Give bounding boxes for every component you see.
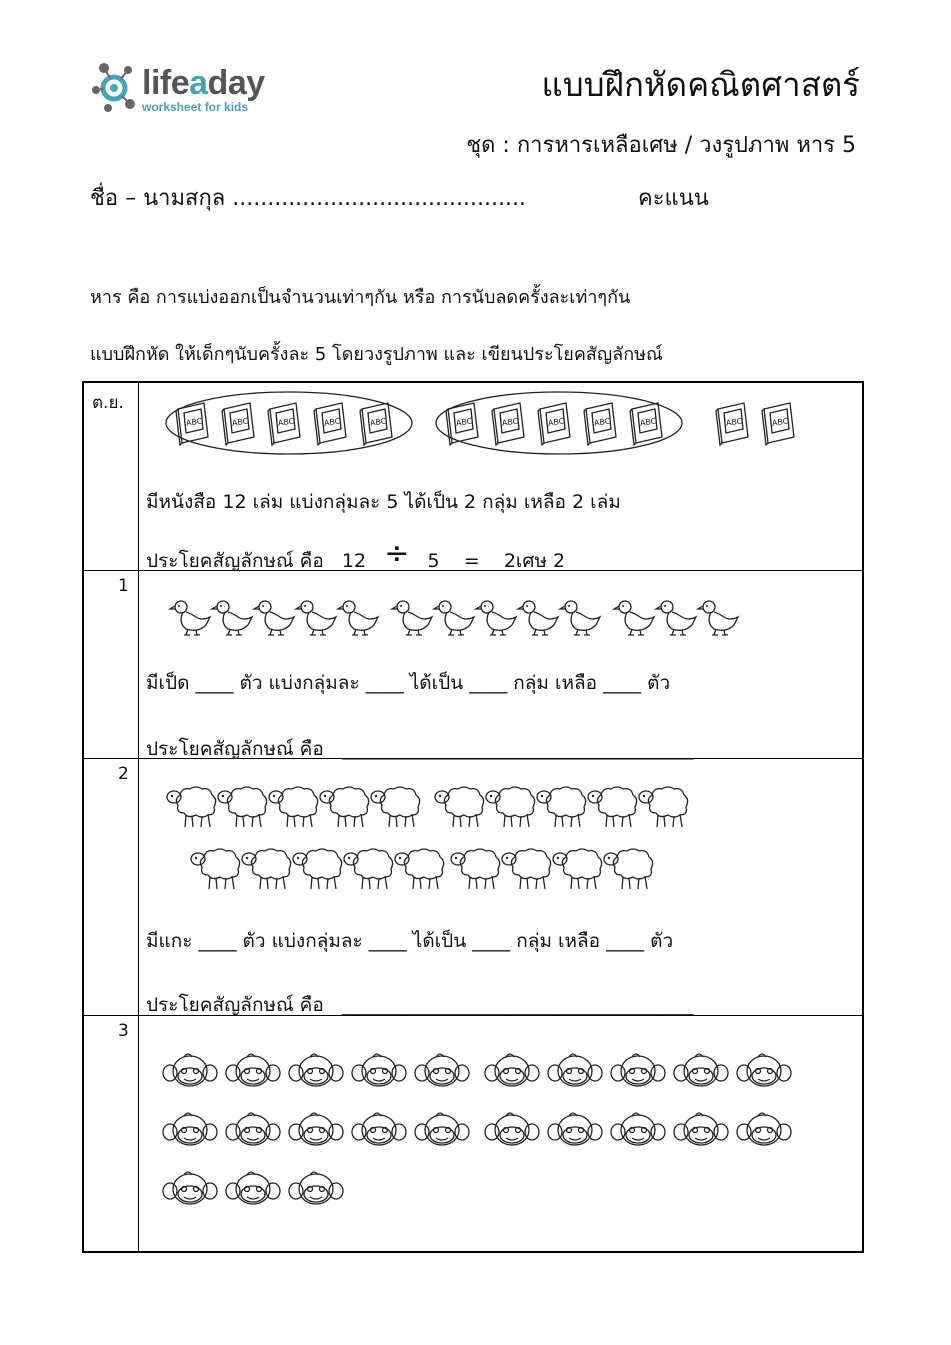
monkey-icon — [289, 1172, 343, 1204]
equation-label: ประโยคสัญลักษณ์ คือ — [146, 550, 324, 572]
sheep-icon — [269, 787, 318, 827]
sheep-icon — [242, 849, 291, 889]
monkey-icon — [163, 1113, 217, 1145]
svg-text:ABC: ABC — [231, 416, 249, 428]
monkey-icon — [548, 1113, 602, 1145]
monkey-icon — [611, 1054, 665, 1086]
monkey-icon — [674, 1054, 728, 1086]
sheep-icon — [320, 787, 369, 827]
monkey-icon — [226, 1113, 280, 1145]
book-icon — [360, 403, 392, 445]
monkey-icon — [737, 1054, 791, 1086]
logo-text: lifeaday — [142, 64, 265, 102]
monkey-icon — [485, 1113, 539, 1145]
duck-icon — [614, 601, 654, 635]
duck-icon — [338, 601, 378, 635]
equation-dividend: 12 — [341, 550, 367, 572]
book-icon — [584, 403, 616, 445]
book-icon — [446, 403, 478, 445]
svg-text:ABC: ABC — [725, 416, 743, 428]
question-2-equation — [146, 990, 693, 1020]
svg-text:ABC: ABC — [639, 416, 657, 428]
question-2-label: 2 — [118, 764, 129, 784]
monkey-icon — [737, 1113, 791, 1145]
monkey-icon — [163, 1172, 217, 1204]
monkey-icon — [611, 1113, 665, 1145]
monkey-icon — [352, 1054, 406, 1086]
monkey-icon — [485, 1054, 539, 1086]
example-sentence: มีหนังสือ 12 เล่ม แบ่งกลุ่มละ 5 ได้เป็น 2 กลุ่ม เหลือ 2 เล่ม — [146, 491, 621, 513]
sheep-icon — [293, 849, 342, 889]
sheep-icon — [371, 787, 420, 827]
score-label: คะแนน — [638, 186, 709, 211]
question-2-sentence: มีแกะ ____ ตัว แบ่งกลุ่มละ ____ ได้เป็น ____ กลุ่ม เหลือ ____ ตัว — [146, 930, 674, 952]
sheep-icon — [604, 849, 653, 889]
monkey-icon — [289, 1113, 343, 1145]
logo-subtitle: worksheet for kids — [142, 100, 249, 114]
sheep-icon — [191, 849, 240, 889]
equation-divisor: 5 — [427, 550, 440, 572]
question-1-sentence: มีเป็ด ____ ตัว แบ่งกลุ่มละ ____ ได้เป็น ____ กลุ่ม เหลือ ____ ตัว — [146, 672, 671, 694]
worksheet-subtitle: ชุด : การหารเหลือเศษ / วงรูปภาพ หาร 5 — [466, 133, 856, 158]
book-icon — [222, 403, 254, 445]
question-3-label: 3 — [118, 1021, 129, 1041]
name-field-line: ชื่อ – นามสกุล .......................................... — [90, 186, 526, 211]
duck-icon — [392, 601, 432, 635]
monkey-icon — [415, 1113, 469, 1145]
divide-sign: ÷ — [384, 536, 410, 571]
sheep-icon — [167, 787, 216, 827]
sheep-icon — [486, 787, 535, 827]
sheep-icon — [502, 849, 551, 889]
duck-icon — [476, 601, 516, 635]
duck-icon — [434, 601, 474, 635]
example-equation — [146, 536, 566, 576]
book-icon — [176, 403, 208, 445]
monkey-icon — [548, 1054, 602, 1086]
sheep-icon — [588, 787, 637, 827]
definition-text: หาร คือ การแบ่งออกเป็นจำนวนเท่าๆกัน หรือ การนับลดครั้งละเท่าๆกัน — [90, 287, 631, 308]
svg-text:ABC: ABC — [547, 416, 565, 428]
sheep-icon — [344, 849, 393, 889]
book-icon — [630, 403, 662, 445]
duck-icon — [560, 601, 600, 635]
sheep-icon — [451, 849, 500, 889]
sheep-icon — [218, 787, 267, 827]
sheep-icon — [435, 787, 484, 827]
duck-icon — [518, 601, 558, 635]
monkey-icon — [674, 1113, 728, 1145]
monkey-icon — [289, 1054, 343, 1086]
question-1-equation — [146, 734, 693, 764]
monkey-icon — [415, 1054, 469, 1086]
equation-result: 2เศษ 2 — [503, 550, 566, 572]
duck-icon — [170, 601, 210, 635]
sheep-icon — [537, 787, 586, 827]
duck-icon — [656, 601, 696, 635]
equation-label: ประโยคสัญลักษณ์ คือ — [146, 994, 324, 1016]
question-1-label: 1 — [118, 576, 129, 596]
svg-text:ABC: ABC — [369, 416, 387, 428]
molecule-logo-icon — [90, 60, 140, 116]
monkey-icon — [352, 1113, 406, 1145]
book-icon — [268, 403, 300, 445]
book-icon — [716, 403, 748, 445]
svg-text:ABC: ABC — [185, 416, 203, 428]
book-icon — [538, 403, 570, 445]
sheep-icon — [553, 849, 602, 889]
book-icon — [762, 403, 794, 445]
svg-text:ABC: ABC — [323, 416, 341, 428]
svg-text:ABC: ABC — [593, 416, 611, 428]
duck-icon — [212, 601, 252, 635]
svg-text:ABC: ABC — [277, 416, 295, 428]
svg-text:ABC: ABC — [771, 416, 789, 428]
duck-icon — [296, 601, 336, 635]
worksheet-table — [82, 381, 864, 1253]
duck-icon — [698, 601, 738, 635]
equation-equals: = — [463, 550, 480, 572]
sheep-icon — [395, 849, 444, 889]
svg-text:ABC: ABC — [501, 416, 519, 428]
page-title: แบบฝึกหัดคณิตศาสตร์ — [541, 65, 860, 104]
monkey-icon — [226, 1172, 280, 1204]
lifeaday-logo — [90, 60, 280, 116]
monkey-icon — [163, 1054, 217, 1086]
book-icon — [492, 403, 524, 445]
answer-blank: _____________________________________ — [341, 738, 694, 760]
duck-icon — [254, 601, 294, 635]
svg-text:ABC: ABC — [455, 416, 473, 428]
monkey-icon — [226, 1054, 280, 1086]
example-row-label: ต.ย. — [92, 393, 124, 413]
answer-blank: _____________________________________ — [341, 994, 694, 1016]
instruction-text: แบบฝึกหัด ให้เด็กๆนับครั้งละ 5 โดยวงรูปภาพ และ เขียนประโยคสัญลักษณ์ — [90, 344, 663, 365]
sheep-icon — [639, 787, 688, 827]
book-icon — [314, 403, 346, 445]
equation-label: ประโยคสัญลักษณ์ คือ — [146, 738, 324, 760]
